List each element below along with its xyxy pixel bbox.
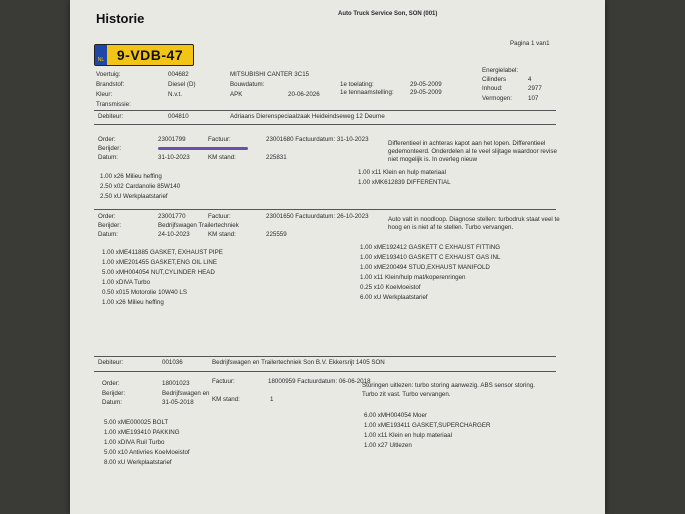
remark-line: niet mogelijk is. In overleg nieuw (388, 156, 478, 163)
factuur-value: 23001680 Factuurdatum: 31-10-2023 (266, 136, 369, 143)
datum-value: 31-05-2018 (162, 399, 194, 406)
debiteur-number: 004810 (168, 113, 189, 120)
divider (94, 371, 556, 372)
line-item: 1.00 x27 Uitlezen (364, 442, 412, 449)
km-label: KM stand: (208, 154, 236, 161)
transmissie-label: Transmissie: (96, 101, 131, 108)
remark-line: Auto valt in noodloop. Diagnose stellen: turbodruk staat veel te (388, 216, 560, 223)
history-document (70, 0, 605, 514)
order-number: 23001770 (158, 213, 186, 220)
datum-label: Datum: (98, 154, 118, 161)
km-label: KM stand: (208, 231, 236, 238)
vermogen-label: Vermogen: (482, 95, 512, 102)
km-value: 225559 (266, 231, 287, 238)
berijder-label: Berijder: (98, 222, 122, 229)
line-item: 1.00 xME193410 GASKETT C EXHAUST GAS INL (360, 254, 501, 261)
vermogen-value: 107 (528, 95, 539, 102)
line-item: 1.00 xME193410 PAKKING (104, 429, 180, 436)
line-item: 6.00 xU Werkplaatstarief (360, 294, 428, 301)
berijder-label: Berijder: (98, 145, 122, 152)
divider (94, 110, 556, 111)
line-item: 0.50 x015 Motorolie 10W40 LS (102, 289, 187, 296)
debiteur-name: Adriaans Dierenspeciaalzaak Heideindseweg 12 Deurne (230, 113, 385, 120)
plate-country: NL (95, 45, 107, 65)
line-item: 1.00 xME201455 GASKET,ENG OIL LINE (102, 259, 217, 266)
line-item: 0.25 x10 Koelvloeistof (360, 284, 421, 291)
line-item: 5.00 xMH004054 NUT,CYLINDER HEAD (102, 269, 215, 276)
line-item: 5.00 xME000025 BOLT (104, 419, 169, 426)
company-name: Auto Truck Service Son, SON (001) (338, 11, 438, 17)
redacted-mark (158, 147, 248, 150)
debiteur-label: Debiteur: (98, 113, 124, 120)
cilinders-label: Cilinders (482, 76, 507, 83)
order-number: 18001023 (162, 380, 190, 387)
line-item: 5.00 x10 Antivries Koelvloeistof (104, 449, 190, 456)
plate-number: 9-VDB-47 (116, 47, 184, 63)
line-item: 6.00 xMH004054 Moer (364, 412, 427, 419)
cilinders-value: 4 (528, 76, 532, 83)
line-item: 1.00 xMK612839 DIFFERENTIAL (358, 179, 451, 186)
divider (94, 209, 556, 210)
datum-label: Datum: (98, 231, 118, 238)
order-label: Order: (98, 136, 116, 143)
factuur-label: Factuur: (208, 213, 231, 220)
datum-value: 24-10-2023 (158, 231, 190, 238)
remark-line: Differentieel in achteras kapot aan het lopen. Differentieel (388, 140, 546, 147)
line-item: 1.00 xME411885 GASKET, EXHAUST PIPE (102, 249, 223, 256)
factuur-label: Factuur: (212, 378, 235, 385)
tenaamstelling-label: 1e tennaamstelling: (340, 89, 394, 96)
line-item: 1.00 xDIVA Turbo (102, 279, 151, 286)
voertuig-label: Voertuig: (96, 71, 121, 78)
line-item: 1.00 x11 Klein en hulp materiaal (358, 169, 446, 176)
debiteur-number: 001036 (162, 359, 183, 366)
line-item: 1.00 x11 Klein en hulp materiaal (364, 432, 452, 439)
page-title: Historie (96, 11, 145, 26)
berijder-value: Bedrijfswagen Trailertechniek (158, 222, 239, 229)
apk-label: APK (230, 91, 243, 98)
line-item: 1.00 x26 Milieu heffing (102, 299, 164, 306)
debiteur-label: Debiteur: (98, 359, 124, 366)
divider (94, 124, 556, 125)
divider (94, 356, 556, 357)
factuur-value: 18000959 Factuurdatum: 06-06-2018 (268, 378, 371, 385)
remark-line: gedemonteerd. Onderdelen al te veel slijtage waardoor revise (388, 148, 557, 155)
remark-line: hoog en is niet af te stellen. Turbo vervangen. (388, 224, 514, 231)
line-item: 1.00 xDIVA Ruil Turbo (104, 439, 165, 446)
order-label: Order: (102, 380, 120, 387)
berijder-value: Bedrijfswagen en (162, 390, 210, 397)
line-item: 1.00 x26 Milieu heffing (100, 173, 162, 180)
remark-line: Storingen uitlezen: turbo storing aanwezig. ABS sensor storing. (362, 382, 536, 389)
inhoud-value: 2977 (528, 85, 542, 92)
order-label: Order: (98, 213, 116, 220)
page-number: Pagina 1 van1 (510, 40, 550, 47)
brandstof-value: Diesel (D) (168, 81, 196, 88)
bouwdatum-label: Bouwdatum: (230, 81, 265, 88)
km-value: 225831 (266, 154, 287, 161)
km-label: KM stand: (212, 396, 240, 403)
line-item: 2.50 xU Werkplaatstarief (100, 193, 168, 200)
line-item: 1.00 xME200494 STUD,EXHAUST MANIFOLD (360, 264, 490, 271)
toelating-value: 29-05-2009 (410, 81, 442, 88)
license-plate (94, 44, 194, 66)
voertuig-value: 004682 (168, 71, 189, 78)
order-number: 23001799 (158, 136, 186, 143)
line-item: 1.00 xME193411 GASKET,SUPERCHARGER (364, 422, 491, 429)
energielabel-label: Energielabel: (482, 67, 519, 74)
tenaamstelling-value: 29-05-2009 (410, 89, 442, 96)
km-value: 1 (270, 396, 274, 403)
vehicle-model: MITSUBISHI CANTER 3C15 (230, 71, 310, 78)
berijder-label: Berijder: (102, 390, 126, 397)
datum-label: Datum: (102, 399, 122, 406)
datum-value: 31-10-2023 (158, 154, 190, 161)
inhoud-label: Inhoud: (482, 85, 503, 92)
remark-line: Turbo zit vast. Turbo vervangen. (362, 391, 451, 398)
kleur-value: N.v.t. (168, 91, 182, 98)
line-item: 1.00 xME192412 GASKETT C EXHAUST FITTING (360, 244, 501, 251)
line-item: 2.50 x02 Cardanolie 85W140 (100, 183, 181, 190)
debiteur-name: Bedrijfswagen en Trailertechniek Son B.V. Ekkersrijt 1405 SON (212, 359, 385, 366)
factuur-value: 23001650 Factuurdatum: 26-10-2023 (266, 213, 369, 220)
brandstof-label: Brandstof: (96, 81, 125, 88)
apk-value: 20-06-2026 (288, 91, 320, 98)
factuur-label: Factuur: (208, 136, 231, 143)
line-item: 1.00 x11 Klein/hulp mat/koperenringen (360, 274, 466, 281)
line-item: 8.00 xU Werkplaatstarief (104, 459, 172, 466)
kleur-label: Kleur: (96, 91, 113, 98)
toelating-label: 1e toelating: (340, 81, 374, 88)
